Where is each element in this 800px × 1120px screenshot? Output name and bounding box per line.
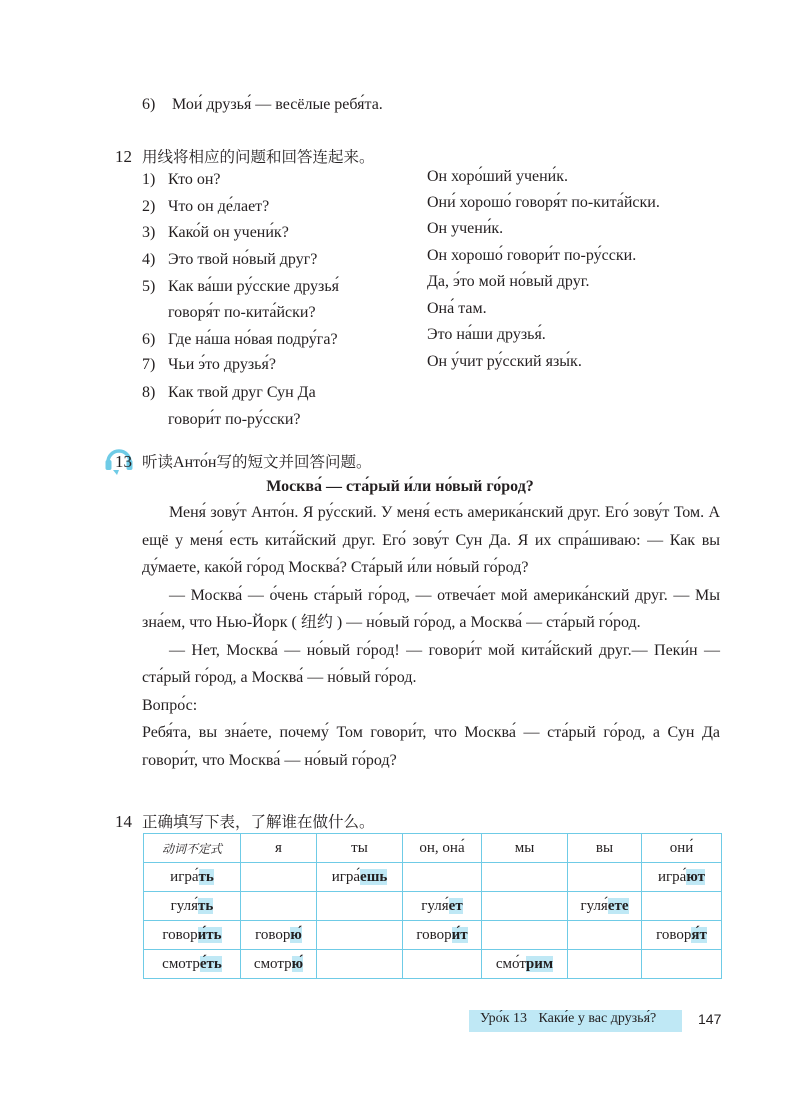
table-row xyxy=(144,892,722,921)
table-cell-blank[interactable] xyxy=(568,921,642,950)
table-cell-blank[interactable] xyxy=(642,892,722,921)
table-cell: говорю́ xyxy=(241,921,317,950)
item-text: Мои́ друзья́ — весёлые ребя́та. xyxy=(172,96,383,113)
question-item: 3) Како́й он учени́к? xyxy=(142,224,289,241)
answer-item: Это на́ши друзья́. xyxy=(427,326,546,343)
section-number: 14 xyxy=(115,812,132,831)
question-item: 4) Это твой но́вый друг? xyxy=(142,251,318,268)
table-cell-blank[interactable] xyxy=(642,950,722,979)
table-cell: игра́ют xyxy=(642,863,722,892)
table-cell: гуля́ть xyxy=(144,892,241,921)
table-cell-blank[interactable] xyxy=(568,950,642,979)
question-item: 6) Где на́ша но́вая подру́га? xyxy=(142,331,338,348)
table-cell: говори́т xyxy=(403,921,482,950)
table-cell-blank[interactable] xyxy=(317,892,403,921)
table-cell: смотре́ть xyxy=(144,950,241,979)
table-cell-blank[interactable] xyxy=(568,863,642,892)
column-header: они́ xyxy=(642,834,722,863)
table-cell-blank[interactable] xyxy=(482,921,568,950)
question-item: 8) Как твой друг Сун Да xyxy=(142,384,316,401)
author-name: Анто́н xyxy=(173,454,217,471)
answer-item: Он хорошо́ говори́т по-ру́сски. xyxy=(427,247,637,264)
table-cell: смо́трим xyxy=(482,950,568,979)
question-item: говоря́т по-кита́йски? xyxy=(168,304,316,321)
table-cell: смотрю́ xyxy=(241,950,317,979)
table-header-row xyxy=(144,834,722,863)
paragraph: Меня́ зову́т Анто́н. Я ру́сский. У меня́ есть америка́нский друг. Его́ зову́т Том. А ещё у меня́ есть кита́йский друг. Его́ зову́т Сун Да. Я их спра́шиваю: — Как вы ду́маете, како́й го́род Москва́? Ста́рый и́ли но́вый го́род? xyxy=(142,504,720,576)
lesson-title: Каки́е у вас друзья́? xyxy=(538,1011,657,1026)
answer-item: Он учени́к. xyxy=(427,220,504,237)
table-cell-blank[interactable] xyxy=(482,892,568,921)
table-row xyxy=(144,950,722,979)
section-13-header: 13 听读Анто́н写的短文并回答问题。 xyxy=(115,452,372,471)
table-cell-blank[interactable] xyxy=(317,950,403,979)
answer-item: Она́ там. xyxy=(427,300,487,317)
question-item: 7) Чьи э́то друзья́? xyxy=(142,356,276,373)
table-cell: игра́ть xyxy=(144,863,241,892)
column-header: он, она́ xyxy=(403,834,482,863)
footer-lesson xyxy=(480,1011,656,1027)
table-cell-blank[interactable] xyxy=(241,863,317,892)
table-cell: говори́ть xyxy=(144,921,241,950)
column-header: я xyxy=(241,834,317,863)
column-header: мы xyxy=(482,834,568,863)
table-cell-blank[interactable] xyxy=(482,863,568,892)
text-title: Москва́ — ста́рый и́ли но́вый го́род? xyxy=(266,478,534,495)
answer-item: Да, э́то мой но́вый друг. xyxy=(427,273,590,290)
section-instruction: 正确填写下表，了解谁在做什么。 xyxy=(142,813,375,831)
table-cell: гуля́ет xyxy=(403,892,482,921)
answer-item: Они́ хорошо́ говоря́т по-кита́йски. xyxy=(427,194,660,211)
table-cell-blank[interactable] xyxy=(241,892,317,921)
lesson-number: Уро́к 13 xyxy=(480,1011,527,1026)
section-14-header xyxy=(115,810,375,832)
question-text: Ребя́та, вы зна́ете, почему́ Том говори́т, что Москва́ — ста́рый го́род, а Сун Да говори́т, что Москва́ — но́вый го́род? xyxy=(142,724,720,769)
question-label: Вопро́с: xyxy=(142,696,198,714)
question-item: 5) Как ва́ши ру́сские друзья́ xyxy=(142,278,339,295)
answer-item: Он хоро́ший учени́к. xyxy=(427,168,568,185)
table-cell-blank[interactable] xyxy=(317,921,403,950)
conjugation-table xyxy=(143,833,722,979)
reading-text xyxy=(142,499,720,774)
table-cell: гуля́ете xyxy=(568,892,642,921)
answer-item: Он у́чит ру́сский язы́к. xyxy=(427,353,582,370)
item-number: 6) xyxy=(142,96,156,113)
section-instruction: 用线将相应的问题和回答连起来。 xyxy=(142,148,375,166)
table-row xyxy=(144,921,722,950)
table-cell-blank[interactable] xyxy=(403,863,482,892)
table-row xyxy=(144,863,722,892)
paragraph: — Москва́ — о́чень ста́рый го́род, — отвеча́ет мой америка́нский друг. — Мы зна́ем, что Нью-Йорк ( 纽约 ) — но́вый го́род, а Москва́ — ста́рый го́род. xyxy=(142,586,720,631)
question-item: 2) Что он де́лает? xyxy=(142,198,270,215)
paragraph: — Нет, Москва́ — но́вый го́род! — говори́т мой кита́йский друг.— Пеки́н — ста́рый го́род, а Москва́ — но́вый го́род. xyxy=(142,641,720,686)
section-12-header xyxy=(115,145,375,167)
column-header: ты xyxy=(317,834,403,863)
page-number: 147 xyxy=(698,1011,722,1027)
exercise-item-6 xyxy=(142,96,383,114)
section-number: 13 xyxy=(115,452,132,471)
column-header: вы xyxy=(568,834,642,863)
section-number: 12 xyxy=(115,147,132,166)
column-header: 动词不定式 xyxy=(144,834,241,863)
table-cell: говоря́т xyxy=(642,921,722,950)
question-item: говори́т по-ру́сски? xyxy=(168,411,301,428)
question-item: 1) Кто он? xyxy=(142,171,221,188)
table-cell: игра́ешь xyxy=(317,863,403,892)
table-cell-blank[interactable] xyxy=(403,950,482,979)
